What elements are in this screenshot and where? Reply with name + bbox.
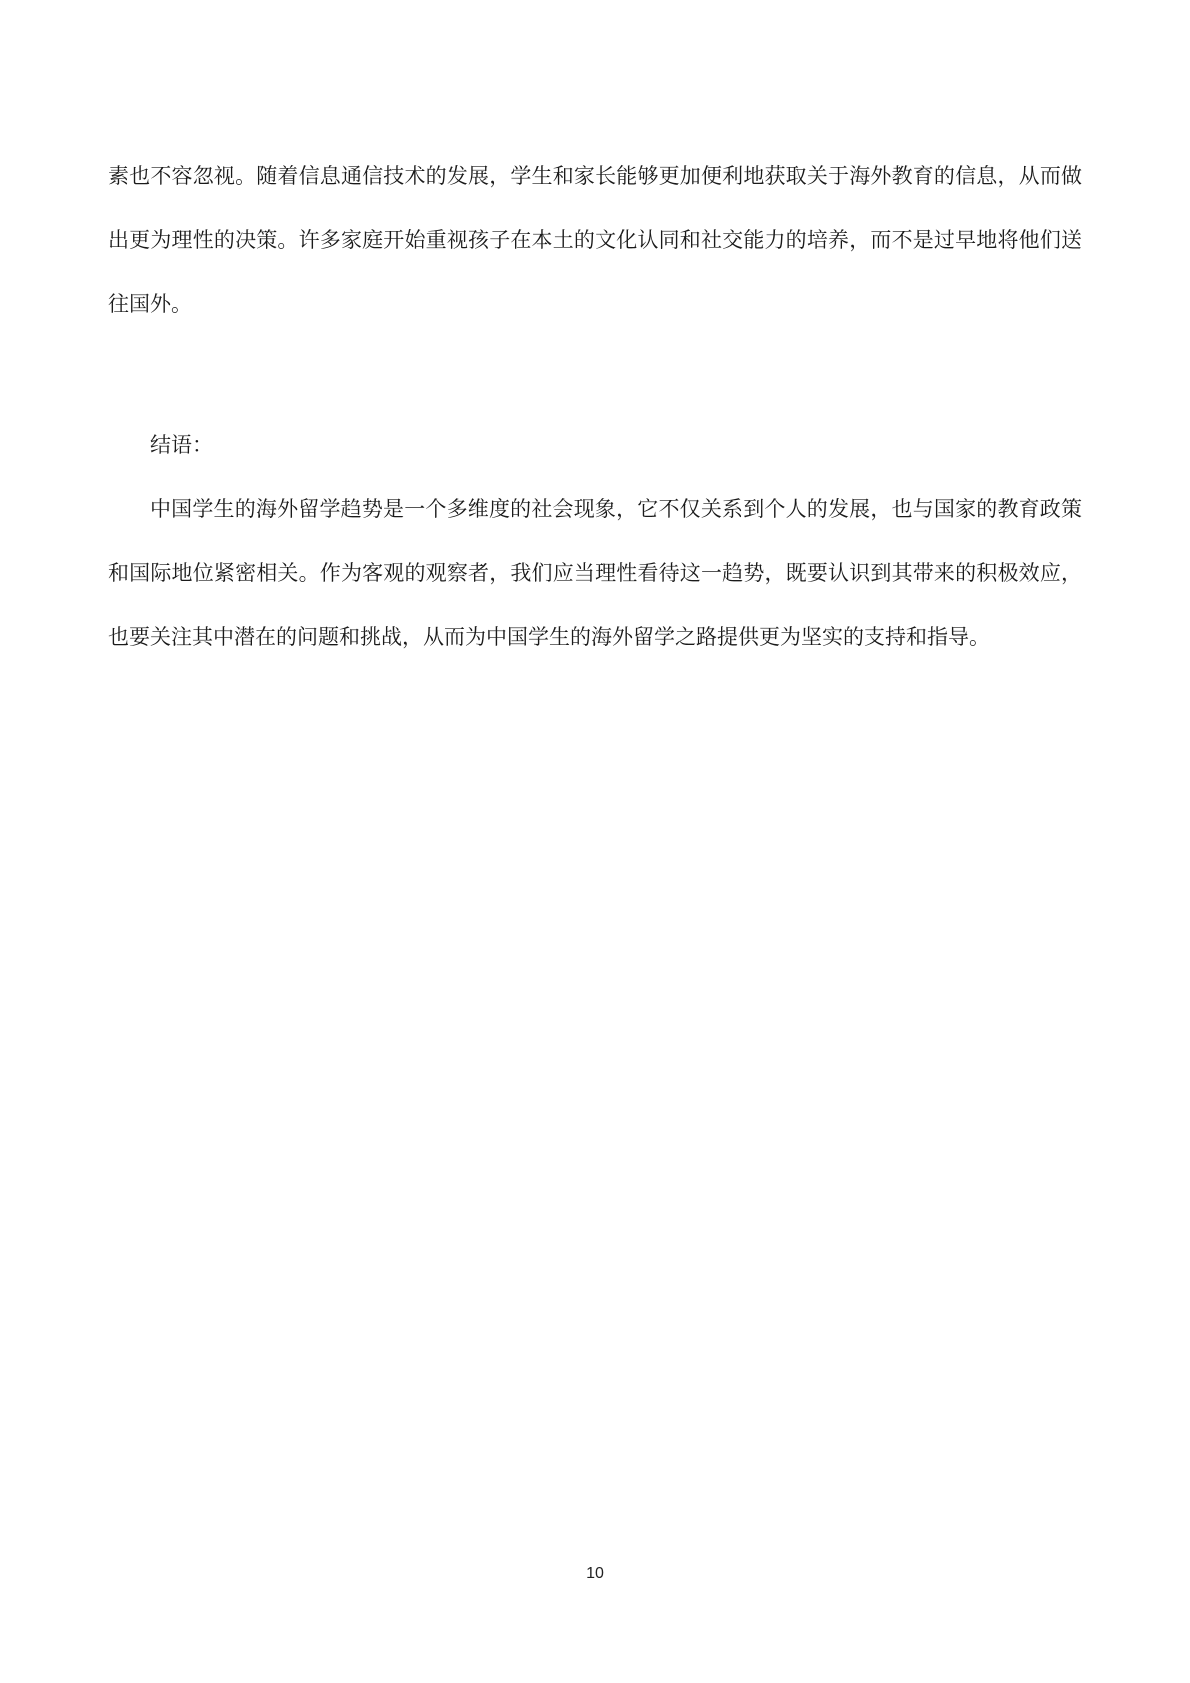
page-number: 10 [586,1565,604,1582]
conclusion-paragraph: 中国学生的海外留学趋势是一个多维度的社会现象，它不仅关系到个人的发展，也与国家的教育政策和国际地位紧密相关。作为客观的观察者，我们应当理性看待这一趋势，既要认识到其带来的积极效应，也要关注其中潜在的问题和挑战，从而为中国学生的海外留学之路提供更为坚实的支持和指导。 [108,497,1082,649]
body-paragraph-continued: 素也不容忽视。随着信息通信技术的发展，学生和家长能够更加便利地获取关于海外教育的信息，从而做出更为理性的决策。许多家庭开始重视孩子在本土的文化认同和社交能力的培养，而不是过早地将他们送往国外。 [108,164,1082,316]
conclusion-heading: 结语： [150,433,213,457]
